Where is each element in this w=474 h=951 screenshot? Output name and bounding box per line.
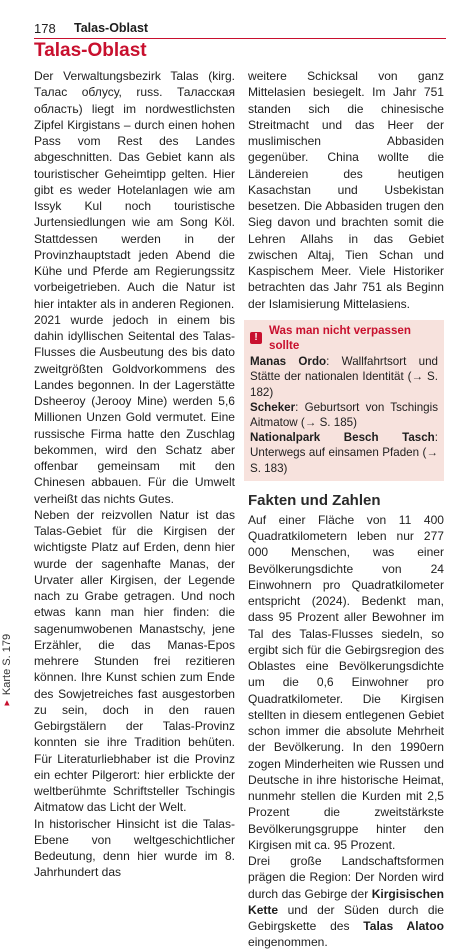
page-header bbox=[34, 21, 446, 38]
facts-paragraph: Auf einer Fläche von 11 400 Quadratkilometern leben nur 277 000 Menschen, was einer Bevölkerungsdichte von 24 Einwohnern pro Quadratkilometer entspricht (2024). Bedenkt man, dass 95 Prozent aller Bewohner im Tal des Talas-Flusses siedeln, so ergibt sich für die Gebirgsregion des Oblastes eine Bevölkerungsdichte um die 0,6 Einwohner pro Quadratkilometer. Die Kirgisen stellten in diesem entlegenen Gebiet schon immer die absolute Mehrheit der Bevölkerung. In den 1990ern zogen Minderheiten wie Russen und Deutsche in ihre historische Heimat, nunmehr stellen die Kurden mit 2,5 Prozent die zweitstärkste Bevölkerungsgruppe hinter den Kirgisen mit ca. 95 Prozent. bbox=[248, 512, 444, 852]
landscape-text-end: eingenommen. bbox=[248, 935, 328, 950]
highlight-item bbox=[250, 430, 438, 476]
exclamation-icon: ! bbox=[250, 332, 262, 344]
history-paragraph: In historischer Hinsicht ist die Talas-Ebene von weltgeschichtlicher Bedeutung, denn hier wurde im 8. Jahrhundert das bbox=[34, 816, 235, 880]
highlight-item bbox=[250, 354, 438, 400]
highlight-item-name: Manas Ordo bbox=[250, 355, 327, 369]
arrow-icon: ▲ bbox=[2, 697, 12, 708]
highlight-box-header bbox=[250, 323, 438, 353]
running-head: Talas-Oblast bbox=[74, 21, 149, 35]
manas-paragraph: Neben der reizvollen Natur ist das Talas-Gebiet für die Kirgisen der wichtigste Platz auf Erden, denn hier wurde der sagenhafte Manas, der Urvater aller Kirgisen, der Legende nach zu Grabe getragen. Und noch etwas kann man hier finden: die sagenumwobenen Manastschy, jene Erzähler, die das Manas-Epos mehrere Stunden frei rezitieren können. Ihre Kunst schien zum Ende des Sowjetreiches fast ausgestorben zu sein, doch in den rauen Gebirgstälern der Talas-Provinz konnten sie ihre Tradition behüten. Für Literaturliebhaber ist die Provinz ein echter Pilgerort: hier erblickte der weltberühmte Schriftsteller Tschingis Aitmatow das Licht der Welt. bbox=[34, 507, 235, 815]
gold-paragraph: 2021 wurde jedoch in einem bis dahin idyllischen Seitental des Talas-Flusses die Ausbeutung des bis dato zweitgrößten Goldvorkommens des Landes begonnen. In der Lagerstätte Dsheeroy (Jerooy Mine) werden 5,6 Millionen Unzen Gold vermutet. Eine russische Firma hatte den Zuschlag bekommen, wird den Schatz aber offenbar gemeinsam mit den Chinesen abbauen. Für die Umwelt verheißt das nichts Gutes. bbox=[34, 312, 235, 506]
talas-alatoo: Talas Alatoo bbox=[363, 919, 444, 934]
highlight-item bbox=[250, 400, 438, 430]
right-column bbox=[248, 68, 444, 951]
landscape-text-middle: und der Süden durch die Gebirgskette des bbox=[248, 902, 444, 934]
highlight-item-name: Nationalpark Besch Tasch bbox=[250, 431, 435, 445]
header-divider bbox=[34, 38, 446, 39]
highlight-box bbox=[244, 320, 444, 481]
history-continued-paragraph: weitere Schicksal von ganz Mittelasien besiegelt. Im Jahr 751 standen sich die chinesische Streitmacht und das Heer der muslimischen Abbasiden gegenüber. China wollte die Ländereien des heutigen Kasachstan und Usbekistan besetzen. Die Abbasiden trugen den Sieg davon und brachten somit die Lehren Allahs in das Gebiet zwischen Altaj, Tien Schan und Kaspischem Meer. Viele Historiker betrachten das Jahr 751 als Beginn der Islamisierung Mittelasiens. bbox=[248, 69, 444, 311]
page-number: 178 bbox=[34, 21, 56, 36]
landscape-text-start: Drei große Landschaftsformen prägen die Region: Der Norden wird durch das Gebirge der bbox=[248, 854, 444, 901]
page-title: Talas-Oblast bbox=[34, 40, 147, 61]
highlight-box-title: Was man nicht verpassen sollte bbox=[269, 323, 411, 352]
landscape-paragraph bbox=[248, 853, 444, 951]
highlight-item-text[interactable]: : Geburtsort von Tschingis Aitmatow (→ S. 185) bbox=[250, 400, 438, 429]
kirgisische-kette: Kirgisischen Kette bbox=[248, 886, 444, 917]
facts-heading: Fakten und Zahlen bbox=[248, 491, 381, 509]
highlight-item-text[interactable]: : Wallfahrtsort und Stätte der nationalen Identität (→ S. 182) bbox=[250, 355, 438, 399]
map-reference-label: Karte S. 179 bbox=[1, 633, 13, 696]
map-reference[interactable] bbox=[1, 634, 13, 707]
highlight-item-text[interactable]: : Unterwegs auf einsamen Pfaden (→ S. 183) bbox=[250, 431, 438, 475]
left-column bbox=[34, 68, 235, 881]
intro-paragraph: Der Verwaltungsbezirk Talas (kirg. Талас облусу, russ. Таласская область) liegt im nordwestlichsten Zipfel Kirgistans – durch einen hohen Pass vom Rest des Landes abgeschnitten. Das Gebiet kann als touristischer Geheimtipp gelten. Hier gibt es weder Hotelanlagen wie am Issyk Kul noch touristische Jurtensiedlungen wie am Song Köl. Stattdessen werden in der Provinzhauptstadt jeden Abend die Kühe und Pferde am Regierungssitz vorbeigetrieben. Auch die Natur ist hier intakter als in anderen Regionen. bbox=[34, 69, 235, 311]
highlight-item-name: Scheker bbox=[250, 400, 296, 414]
